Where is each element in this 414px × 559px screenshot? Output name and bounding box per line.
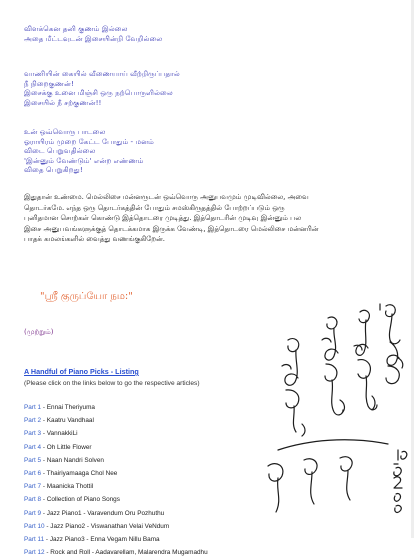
part-link[interactable]: Part 12 — [24, 549, 45, 557]
part-title: Oh Little Flower — [46, 443, 92, 451]
part-title: Jazz Piano2 - Viswanathan Velai VeNdum — [50, 522, 170, 530]
separator: - — [41, 496, 47, 504]
part-title: Thairiyamaaga Chol Nee — [46, 470, 118, 478]
poem-line: விளக்கென தனி குணம் இல்லை — [24, 24, 128, 33]
separator: - — [41, 417, 47, 425]
separator: - — [44, 549, 51, 557]
poem-line: 'இன்னும் வேண்டும்' என்ற எண்ணம் — [24, 155, 144, 165]
list-item[interactable] — [24, 546, 304, 559]
poem-line: இசையில் நீ சற்குணன்!! — [24, 97, 102, 107]
piano-picks-instruction: (Please click on the links below to go the respective articles) — [24, 380, 200, 387]
prose-line: புனிதமான சொற்கள் கொண்டு இத்தொடரை முடித்து. இத்தொடரின் முடிவு இன்னும் பல — [24, 214, 302, 222]
prose-line: இசை அனுபவங்களுக்குத் தொடக்கமாக இருக்க வேண்டி, இத்தொடரை மெல்லிசை மன்னரின் — [24, 224, 319, 233]
part-title: Jazz Piano3 - Enna Vegam Nillu Bama — [49, 536, 160, 544]
poem-line: நீ நிறைகுணன்! — [24, 78, 74, 88]
part-link[interactable]: Part 7 — [24, 483, 42, 491]
part-link[interactable]: Part 8 — [24, 496, 42, 504]
blessing-text: "ஸ்ரீ குருப்யோ நம:" — [40, 291, 133, 302]
poem-stanza-2 — [24, 69, 284, 107]
closing-text: (முற்றும்) — [24, 328, 54, 336]
prose-line: தொடர்கமே. எந்த ஒரு தொடர்கத்தின் போதும் சமஸ்கிருதத்தில் போற்றப்படும் ஒரு — [24, 203, 285, 212]
separator: - — [44, 536, 50, 544]
part-title: Maanicka Thottil — [46, 483, 94, 491]
poem-line: இசைக்கு உனை மிஞ்சி ஒரு நற்பொருளில்லை — [24, 88, 173, 98]
prose-line: இதுதான் உண்மை. மெல்லிசை மன்னருடன் ஒவ்வொரு அனுபவமும் முடிவில்லை, அவை — [24, 193, 309, 201]
part-link[interactable]: Part 9 — [24, 509, 42, 517]
separator: - — [41, 430, 47, 438]
poem-line: விதை பெறுகிறது! — [24, 165, 83, 175]
poem-line: விடை பெறுவதில்லை — [24, 146, 96, 156]
separator: - — [41, 470, 47, 478]
part-link[interactable]: Part 6 — [24, 470, 42, 478]
part-title: Kaatru Vandhaal — [46, 417, 94, 425]
prose-line: பாதக் கமலங்களில் வைத்து வணங்குகிறேன். — [24, 235, 166, 243]
poem-line: வாணியின் கையில் வீணையாய் வீற்றிருப்பதால் — [24, 69, 180, 78]
part-link[interactable]: Part 2 — [24, 417, 42, 425]
poem-stanza-1 — [24, 24, 284, 43]
piano-picks-heading-link[interactable]: A Handful of Piano Picks - Listing — [24, 367, 139, 376]
separator: - — [41, 456, 47, 464]
list-item[interactable] — [24, 520, 304, 533]
part-link[interactable]: Part 1 — [24, 404, 42, 411]
part-title: VannakkiLi — [46, 430, 78, 438]
poem-line: அதை மீட்டவுடன் இசையின்றி வேறில்லை — [24, 33, 163, 43]
part-title: Collection of Piano Songs — [46, 496, 120, 504]
poem-stanza-3 — [24, 127, 284, 175]
part-title: Jazz Piano1 - Varavendum Oru Pozhuthu — [46, 509, 165, 517]
prose-paragraph — [24, 192, 402, 245]
separator: - — [41, 443, 47, 451]
part-title: Naan Nandri Solven — [46, 456, 104, 464]
part-title: Ennai Theriyuma — [46, 404, 95, 411]
poem-line: உன் ஒவ்வொரு பாடலை — [24, 127, 106, 136]
part-link[interactable]: Part 5 — [24, 456, 42, 464]
part-title: Rock and Roll - Aadavarellam, Malarendra Mugamadhu — [50, 549, 208, 557]
separator: - — [41, 509, 47, 517]
part-link[interactable]: Part 3 — [24, 430, 42, 438]
list-item[interactable] — [24, 533, 304, 546]
part-link[interactable]: Part 10 — [24, 522, 45, 530]
separator: - — [41, 483, 47, 491]
separator: - — [41, 404, 47, 411]
poem-line: ஓராயிரம் முறை கேட்ட போதும் - மனம் — [24, 136, 154, 146]
separator: - — [44, 522, 51, 530]
part-link[interactable]: Part 4 — [24, 443, 42, 451]
part-link[interactable]: Part 11 — [24, 536, 45, 544]
handwritten-signature — [248, 300, 412, 518]
